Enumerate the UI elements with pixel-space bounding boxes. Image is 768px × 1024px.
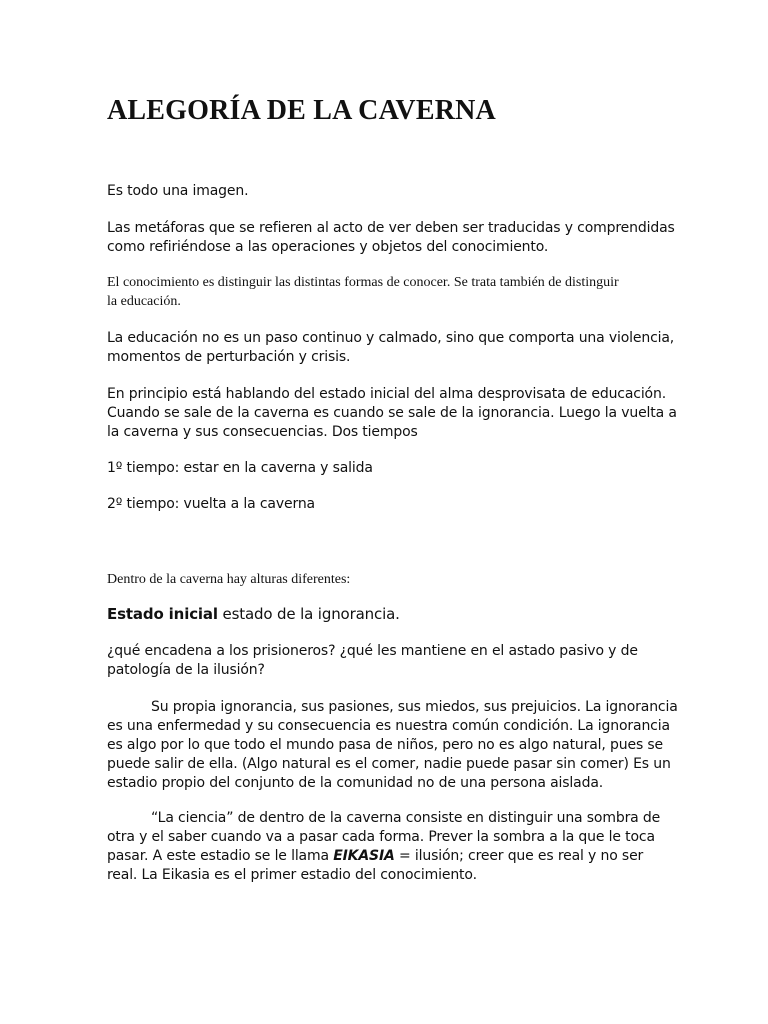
paragraph-education	[107, 329, 674, 367]
paragraph-ignorance	[107, 698, 678, 793]
paragraph-question	[107, 642, 638, 680]
text-line: patología de la ilusión?	[107, 662, 265, 678]
text-span: pasar. A este estadio se le llama	[107, 848, 334, 864]
text-line: Cuando se sale de la caverna es cuando se sale de la ignorancia. Luego la vuelta a	[107, 405, 677, 421]
text-span: = ilusión; creer que es real y no ser	[394, 848, 644, 864]
paragraph-science	[107, 809, 660, 885]
text-line: El conocimiento es distinguir las distintas formas de conocer. Se trata también de distinguir	[107, 275, 619, 290]
text-line: Las metáforas que se refieren al acto de ver deben ser traducidas y comprendidas	[107, 220, 675, 236]
text-line: la caverna y sus consecuencias. Dos tiempos	[107, 424, 418, 440]
text-line: real. La Eikasia es el primer estadio del conocimiento.	[107, 867, 477, 883]
paragraph-heights: Dentro de la caverna hay alturas diferentes:	[107, 572, 351, 587]
paragraph-estado-inicial	[107, 605, 400, 624]
paragraph-metaphors	[107, 219, 675, 257]
text-line: “La ciencia” de dentro de la caverna consiste en distinguir una sombra de	[151, 810, 661, 826]
text-line: estadio propio del conjunto de la comunidad no de una persona aislada.	[107, 775, 604, 791]
bold-term: Estado inicial	[107, 605, 218, 623]
eikasia-term: EIKASIA	[333, 848, 395, 864]
paragraph-first-time: 1º tiempo: estar en la caverna y salida	[107, 460, 373, 476]
text-line: momentos de perturbación y crisis.	[107, 349, 351, 365]
paragraph-initial-state	[107, 385, 677, 442]
text-line: En principio está hablando del estado inicial del alma desprovisata de educación.	[107, 386, 666, 402]
text-line	[107, 847, 660, 866]
text-line: La educación no es un paso continuo y calmado, sino que comporta una violencia,	[107, 330, 675, 346]
text-line: como refiriéndose a las operaciones y objetos del conocimiento.	[107, 239, 549, 255]
text-line: ¿qué encadena a los prisioneros? ¿qué les mantiene en el astado pasivo y de	[107, 643, 638, 659]
text-line: otra y el saber cuando va a pasar cada forma. Prever la sombra a la que le toca	[107, 829, 655, 845]
text-line: es algo por lo que todo el mundo pasa de niños, pero no es algo natural, pues se	[107, 737, 663, 753]
text-line: Su propia ignorancia, sus pasiones, sus miedos, sus prejuicios. La ignorancia	[151, 699, 678, 715]
paragraph-intro: Es todo una imagen.	[107, 183, 249, 199]
document-title: ALEGORÍA DE LA CAVERNA	[107, 95, 496, 126]
text-line: es una enfermedad y su consecuencia es nuestra común condición. La ignorancia	[107, 718, 670, 734]
paragraph-knowledge	[107, 273, 619, 311]
text-span: estado de la ignorancia.	[217, 605, 400, 623]
paragraph-second-time: 2º tiempo: vuelta a la caverna	[107, 496, 315, 512]
text-line: la educación.	[107, 294, 181, 309]
text-line: puede salir de ella. (Algo natural es el comer, nadie puede pasar sin comer) Es un	[107, 756, 671, 772]
